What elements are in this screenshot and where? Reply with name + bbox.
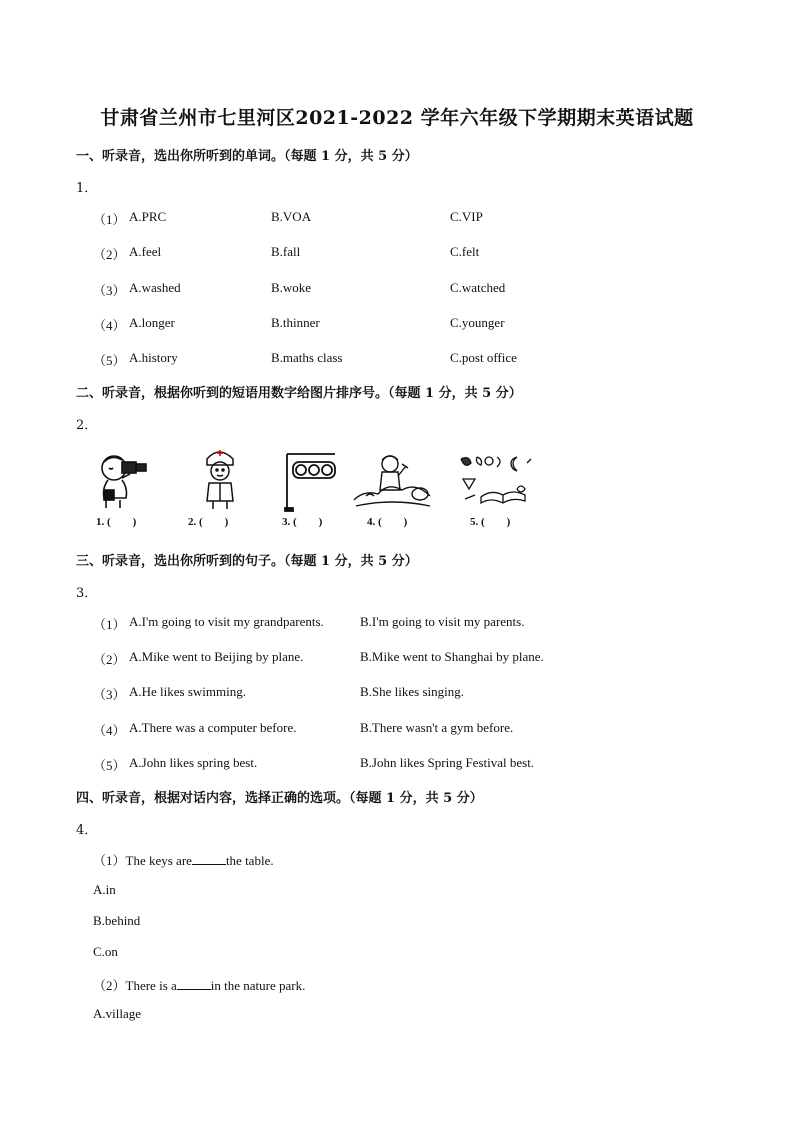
option-c: C.watched xyxy=(450,280,506,295)
option-a: A.PRC xyxy=(129,209,167,224)
traffic-light-icon xyxy=(281,450,339,512)
option-b: B.fall xyxy=(271,244,301,259)
q4-1-option-b: B.behind xyxy=(93,913,141,928)
art-music-icon xyxy=(455,453,535,509)
option-b: B.I'm going to visit my parents. xyxy=(360,614,525,629)
option-c: C.felt xyxy=(450,244,480,259)
sentence-end: the table. xyxy=(225,853,274,868)
picture-3-caption: 3. ( ) xyxy=(282,516,323,528)
option-b: B.maths class xyxy=(271,350,343,365)
option-b: B.John likes Spring Festival best. xyxy=(360,755,535,770)
option-a: A.He likes swimming. xyxy=(129,684,246,699)
option-c: C.VIP xyxy=(450,209,483,224)
photographer-boy-icon xyxy=(94,448,160,510)
option-b: B.She likes singing. xyxy=(360,684,465,699)
q4-1-option-a: A.in xyxy=(93,882,116,897)
option-a: A.There was a computer before. xyxy=(129,720,297,735)
section-heading-4: 四、听录音，根据对话内容，选择正确的选项。（每题 1 分，共 5 分） xyxy=(76,791,483,806)
option-b: B.There wasn't a gym before. xyxy=(360,720,514,735)
option-a: A.history xyxy=(129,350,178,365)
section-heading-3: 三、听录音，选出你所听到的句子。（每题 1 分，共 5 分） xyxy=(76,554,418,569)
sentence-start: There is a xyxy=(125,978,177,993)
option-a: A.longer xyxy=(129,315,175,330)
sentence-start: The keys are xyxy=(125,853,192,868)
q4-1-option-c: C.on xyxy=(93,944,118,959)
item-number: （5） xyxy=(93,353,126,368)
question-number-4: 4． xyxy=(76,823,98,838)
doctor-icon xyxy=(197,447,243,511)
answer-blank[interactable] xyxy=(192,853,226,865)
picture-2-caption: 2. ( ) xyxy=(188,516,229,528)
page-title: 甘肃省兰州市七里河区2021-2022 学年六年级下学期期末英语试题 xyxy=(100,107,694,129)
item-number: （3） xyxy=(93,687,126,702)
item-number: （4） xyxy=(93,318,126,333)
picture-4-caption: 4. ( ) xyxy=(367,516,408,528)
item-number: （1） xyxy=(93,617,126,632)
question-number-2: 2． xyxy=(76,418,98,433)
section-heading-1: 一、听录音，选出你所听到的单词。（每题 1 分，共 5 分） xyxy=(76,149,418,164)
boy-on-hill-icon xyxy=(352,450,434,510)
item-number: （1） xyxy=(93,853,126,868)
item-number: （2） xyxy=(93,652,126,667)
item-number: （3） xyxy=(93,283,126,298)
answer-blank[interactable] xyxy=(177,978,211,990)
item-number: （2） xyxy=(93,978,126,993)
item-number: （5） xyxy=(93,758,126,773)
item-number: （2） xyxy=(93,247,126,262)
option-b: B.thinner xyxy=(271,315,320,330)
q4-sentence-2 xyxy=(93,975,305,994)
picture-5-caption: 5. ( ) xyxy=(470,516,511,528)
sentence-end: in the nature park. xyxy=(210,978,306,993)
option-b: B.woke xyxy=(271,280,312,295)
option-c: C.post office xyxy=(450,350,517,365)
q4-2-option-a: A.village xyxy=(93,1006,142,1021)
question-number-1: 1． xyxy=(76,181,98,196)
item-number: （4） xyxy=(93,723,126,738)
option-a: A.I'm going to visit my grandparents. xyxy=(129,614,324,629)
option-a: A.feel xyxy=(129,244,162,259)
question-number-3: 3． xyxy=(76,586,98,601)
option-c: C.younger xyxy=(450,315,505,330)
q4-sentence-1 xyxy=(93,850,274,869)
option-b: B.Mike went to Shanghai by plane. xyxy=(360,649,544,664)
item-number: （1） xyxy=(93,212,126,227)
option-a: A.washed xyxy=(129,280,181,295)
option-a: A.John likes spring best. xyxy=(129,755,258,770)
section-heading-2: 二、听录音，根据你听到的短语用数字给图片排序号。（每题 1 分，共 5 分） xyxy=(76,386,522,401)
picture-1-caption: 1. ( ) xyxy=(96,516,137,528)
option-b: B.VOA xyxy=(271,209,312,224)
option-a: A.Mike went to Beijing by plane. xyxy=(129,649,304,664)
